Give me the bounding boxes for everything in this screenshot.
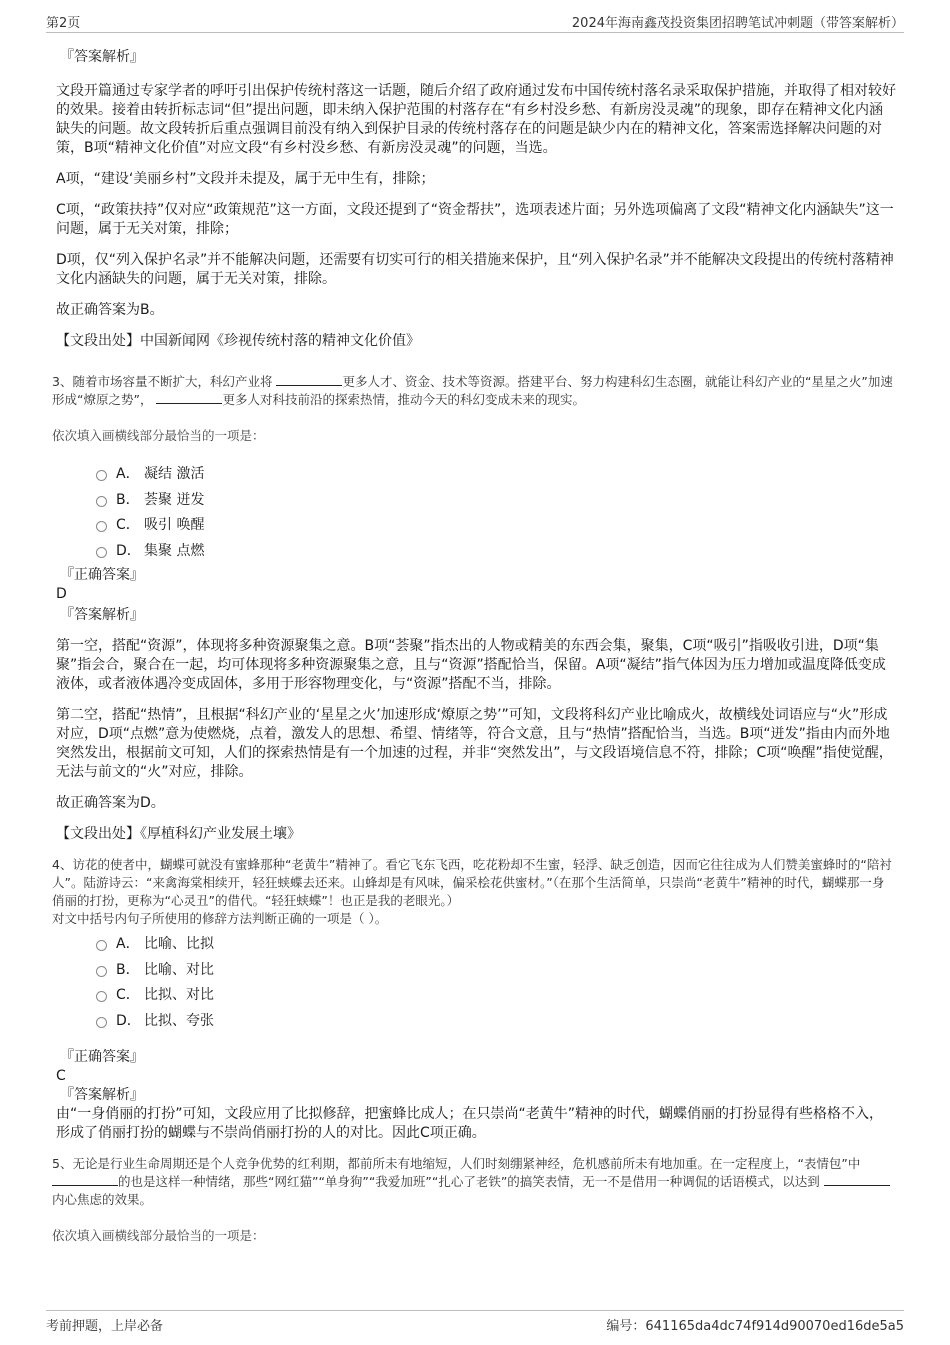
radio-button[interactable] <box>96 966 107 977</box>
q4-stem: 4、访花的使者中，蝴蝶可就没有蜜蜂那种“老黄牛”精神了。看它飞东飞西，吃花粉却不生蜜，轻浮、缺乏创造，因而它往往成为人们赞美蜜蜂时的“陪衬人”。陆游诗云：“来禽海棠相续开，轻狂蛱蝶去还来。山蜂却是有风味，偏采桧花供蜜材。”（在那个生活简单，只崇尚“老黄牛”精神的时代，蝴蝶那一身俏丽的打扮，更称为“心灵丑”的借代。“轻狂蛱蝶”！也正是我的老眼光。） <box>52 857 892 908</box>
q2-source: 【文段出处】中国新闻网《珍视传统村落的精神文化价值》 <box>56 333 420 349</box>
document-id: 编号：641165da4dc74f914d90070ed16de5a5 <box>606 1319 904 1334</box>
q4-answer-label: 『正确答案』 <box>60 1049 144 1065</box>
q3-option-d[interactable]: D． 集聚 点燃 <box>56 539 896 565</box>
radio-button[interactable] <box>96 470 107 481</box>
footer-slogan: 考前押题，上岸必备 <box>46 1319 164 1334</box>
q4-option-b[interactable]: B． 比喻、对比 <box>56 958 896 984</box>
q5-stem: 5、无论是行业生命周期还是个人竞争优势的红利期，都前所未有地缩短，人们时刻绷紧神经，危机感前所未有地加重。在一定程度上，“表情包”中 的也是这样一种情绪，那些“网红猫”“单身狗”“我爱加班”“扎心了老铁”的搞笑表情，无一不是借用一种调侃的话语模式，以达到 内心焦虑的效果。 <box>52 1155 896 1209</box>
radio-button[interactable] <box>96 940 107 951</box>
q3-analysis-second-blank: 第二空，搭配“热情”，且根据“科幻产业的‘星星之火’加速形成‘燎原之势’”可知，文段将科幻产业比喻成火，故横线处词语应与“火”形成对应，D项“点燃”意为使燃烧，点着，激发人的思想、希望、情绪等，符合文意，且与“热情”搭配恰当，当选。B项“迸发”指由内而外地突然发出，根据前文可知，人们的探索热情是有一个加速的过程，并非“突然发出”，与文段语境信息不符，排除；C项“唤醒”指使觉醒，无法与前文的“火”对应，排除。 <box>56 707 893 780</box>
page-header <box>46 10 904 33</box>
radio-button[interactable] <box>96 547 107 558</box>
q3-option-c[interactable]: C． 吸引 唤醒 <box>56 513 896 539</box>
q4-question: 对文中括号内句子所使用的修辞方法判断正确的一项是（ ）。 <box>52 911 388 926</box>
q3-analysis-first-blank: 第一空，搭配“资源”，体现将多种资源聚集之意。B项“荟聚”指杰出的人物或精美的东西会集，聚集，C项“吸引”指吸收引进，D项“集聚”指会合，聚合在一起，均可体现将多种资源聚集之意，且与“资源”搭配恰当，保留。A项“凝结”指气体因为压力增加或温度降低变成液体，或者液体遇冷变成固体，多用于形容物理变化，与“资源”搭配不当，排除。 <box>56 638 886 692</box>
page-footer <box>46 1310 904 1333</box>
q3-answer-label: 『正确答案』 <box>60 567 144 583</box>
document-title: 2024年海南鑫茂投资集团招聘笔试冲刺题（带答案解析） <box>571 16 904 31</box>
radio-button[interactable] <box>96 991 107 1002</box>
q2-analysis-paragraph: 文段开篇通过专家学者的呼吁引出保护传统村落这一话题，随后介绍了政府通过发布中国传统村落名录采取保护措施，并取得了相对较好的效果。接着由转折标志词“但”提出问题，即未纳入保护范围的村落存在“有乡村没乡愁、有新房没灵魂”的现象，即存在精神文化内涵缺失的问题。故文段转折后重点强调目前没有纳入到保护目录的传统村落存在的问题是缺少内在的精神文化，答案需选择解决问题的对策，B项“精神文化价值”对应文段“有乡村没乡愁、有新房没灵魂”的问题，当选。 <box>56 83 896 156</box>
q4-option-c[interactable]: C． 比拟、对比 <box>56 983 896 1009</box>
radio-button[interactable] <box>96 521 107 532</box>
page-number: 第2页 <box>46 16 81 31</box>
q4-options <box>56 932 896 1034</box>
q2-analysis-label: 『答案解析』 <box>60 49 144 65</box>
q2-conclusion: 故正确答案为B。 <box>56 302 164 318</box>
q4-answer: C <box>56 1068 66 1084</box>
q3-conclusion: 故正确答案为D。 <box>56 795 165 811</box>
q3-answer: D <box>56 586 67 602</box>
page-content <box>52 44 896 1244</box>
q2-option-d-analysis: D项，仅“列入保护名录”并不能解决问题，还需要有切实可行的相关措施来保护，且“列入保护名录”并不能解决文段提出的传统村落精神文化内涵缺失的问题，属于无关对策，排除。 <box>56 252 894 287</box>
q3-options <box>56 462 896 564</box>
q5-instruction: 依次填入画横线部分最恰当的一项是： <box>52 1228 265 1243</box>
q3-source: 【文段出处】《厚植科幻产业发展土壤》 <box>56 826 301 842</box>
q3-stem: 3、随着市场容量不断扩大，科幻产业将 更多人才、资金、技术等资源。搭建平台、努力构建科幻生态圈，就能让科幻产业的“星星之火”加速形成“燎原之势”， 更多人对科技前沿的探索热情，推动今天的科幻变成未来的现实。 <box>52 374 893 407</box>
q3-option-a[interactable]: A． 凝结 激活 <box>56 462 896 488</box>
q5-blank-1 <box>52 1173 118 1186</box>
q4-option-a[interactable]: A． 比喻、比拟 <box>56 932 896 958</box>
q3-instruction: 依次填入画横线部分最恰当的一项是： <box>52 428 265 443</box>
q3-blank-2 <box>156 391 222 404</box>
q5-blank-2 <box>824 1173 890 1186</box>
q4-analysis-label: 『答案解析』 <box>60 1087 144 1103</box>
q3-option-b[interactable]: B． 荟聚 迸发 <box>56 488 896 514</box>
q3-blank-1 <box>276 373 342 386</box>
q4-option-d[interactable]: D． 比拟、夸张 <box>56 1009 896 1035</box>
q2-option-c-analysis: C项，“政策扶持”仅对应“政策规范”这一方面，文段还提到了“资金帮扶”，选项表述片面；另外选项偏离了文段“精神文化内涵缺失”这一问题，属于无关对策，排除； <box>56 202 894 237</box>
radio-button[interactable] <box>96 1017 107 1028</box>
q2-option-a-analysis: A项，“建设‘美丽乡村”文段并未提及，属于无中生有，排除； <box>56 171 435 187</box>
q3-analysis-label: 『答案解析』 <box>60 607 144 623</box>
q4-analysis: 由“一身俏丽的打扮”可知，文段应用了比拟修辞，把蜜蜂比成人；在只崇尚“老黄牛”精神的时代，蝴蝶俏丽的打扮显得有些格格不入，形成了俏丽打扮的蝴蝶与不崇尚俏丽打扮的人的对比。因此C项正确。 <box>56 1106 884 1141</box>
radio-button[interactable] <box>96 496 107 507</box>
